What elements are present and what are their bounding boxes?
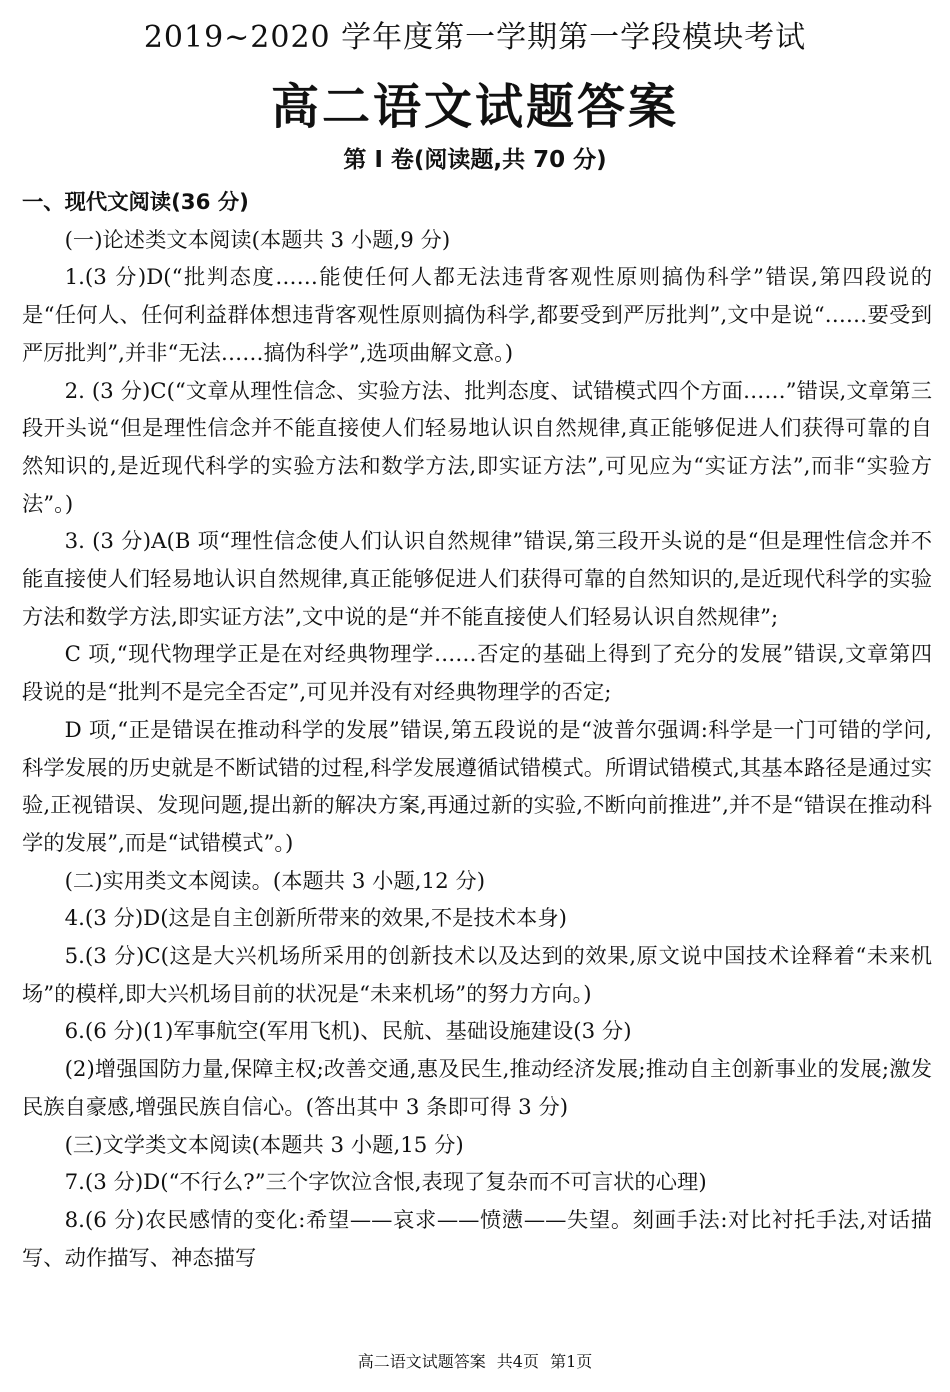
answer-paragraph: 3. (3 分)A(B 项“理性信念使人们认识自然规律”错误,第三段开头说的是“但是理性信念并不能直接使人们轻易地认识自然规律,真正能够促进人们获得可靠的自然知识的,是近现代科学的实验方法和数学方法,即实证方法”,文中说的是“并不能直接使人们轻易认识自然规律”; (22, 529, 932, 630)
subsection-heading: (三)文学类文本阅读(本题共 3 小题,15 分) (64, 1132, 464, 1158)
volume-subtitle: 第 I 卷(阅读题,共 70 分) (343, 147, 607, 173)
document-title: 高二语文试题答案 (270, 79, 679, 135)
answer-paragraph: C 项,“现代物理学正是在对经典物理学……否定的基础上得到了充分的发展”错误,文章第四段说的是“批判不是完全否定”,可见并没有对经典物理学的否定; (22, 642, 932, 706)
answer-paragraph: 4.(3 分)D(这是自主创新所带来的效果,不是技术本身) (64, 906, 567, 932)
subsection-heading: (二)实用类文本阅读。(本题共 3 小题,12 分) (64, 868, 486, 894)
page-footer: 高二语文试题答案 共4页 第1页 (357, 1352, 593, 1371)
answer-paragraph: 1.(3 分)D(“批判态度……能使任何人都无法违背客观性原则搞伪科学”错误,第四段说的是“任何人、任何利益群体想违背客观性原则搞伪科学,都要受到严厉批判”,文中是说“……要受到严厉批判”,并非“无法……搞伪科学”,选项曲解文意。) (22, 265, 932, 366)
answer-paragraph: (2)增强国防力量,保障主权;改善交通,惠及民生,推动经济发展;推动自主创新事业的发展;激发民族自豪感,增强民族自信心。(答出其中 3 条即可得 3 分) (22, 1057, 932, 1120)
answer-paragraph: 8.(6 分)农民感情的变化:希望——哀求——愤懑——失望。刻画手法:对比衬托手法,对话描写、动作描写、神态描写 (22, 1207, 932, 1271)
section-heading: 一、现代文阅读(36 分) (22, 190, 249, 215)
answer-paragraph: D 项,“正是错误在推动科学的发展”错误,第五段说的是“波普尔强调:科学是一门可错的学问,科学发展的历史就是不断试错的过程,科学发展遵循试错模式。所谓试错模式,其基本路径是通过实验,正视错误、发现问题,提出新的解决方案,再通过新的实验,不断向前推进”,并不是“错误在推动科学的发展”,而是“试错模式”。) (22, 717, 932, 856)
answer-body (22, 184, 932, 1277)
answer-paragraph: 6.(6 分)(1)军事航空(军用飞机)、民航、基础设施建设(3 分) (64, 1019, 632, 1045)
answer-paragraph: 5.(3 分)C(这是大兴机场所采用的创新技术以及达到的效果,原文说中国技术诠释着“未来机场”的模样,即大兴机场目前的状况是“未来机场”的努力方向。) (22, 944, 932, 1007)
exam-title: 2019~2020 学年度第一学期第一学段模块考试 (143, 20, 807, 55)
answer-paragraph: 7.(3 分)D(“不行么?”三个字饮泣含恨,表现了复杂而不可言状的心理) (64, 1170, 707, 1196)
answer-paragraph: 2. (3 分)C(“文章从理性信念、实验方法、批判态度、试错模式四个方面……”错误,文章第三段开头说“但是理性信念并不能直接使人们轻易地认识自然规律,真正能够促进人们获得可靠的自然知识的,是近现代科学的实验方法和数学方法,即实证方法”,可见应为“实证方法”,而非“实验方法”。) (22, 378, 932, 517)
subsection-heading: (一)论述类文本阅读(本题共 3 小题,9 分) (64, 227, 451, 253)
